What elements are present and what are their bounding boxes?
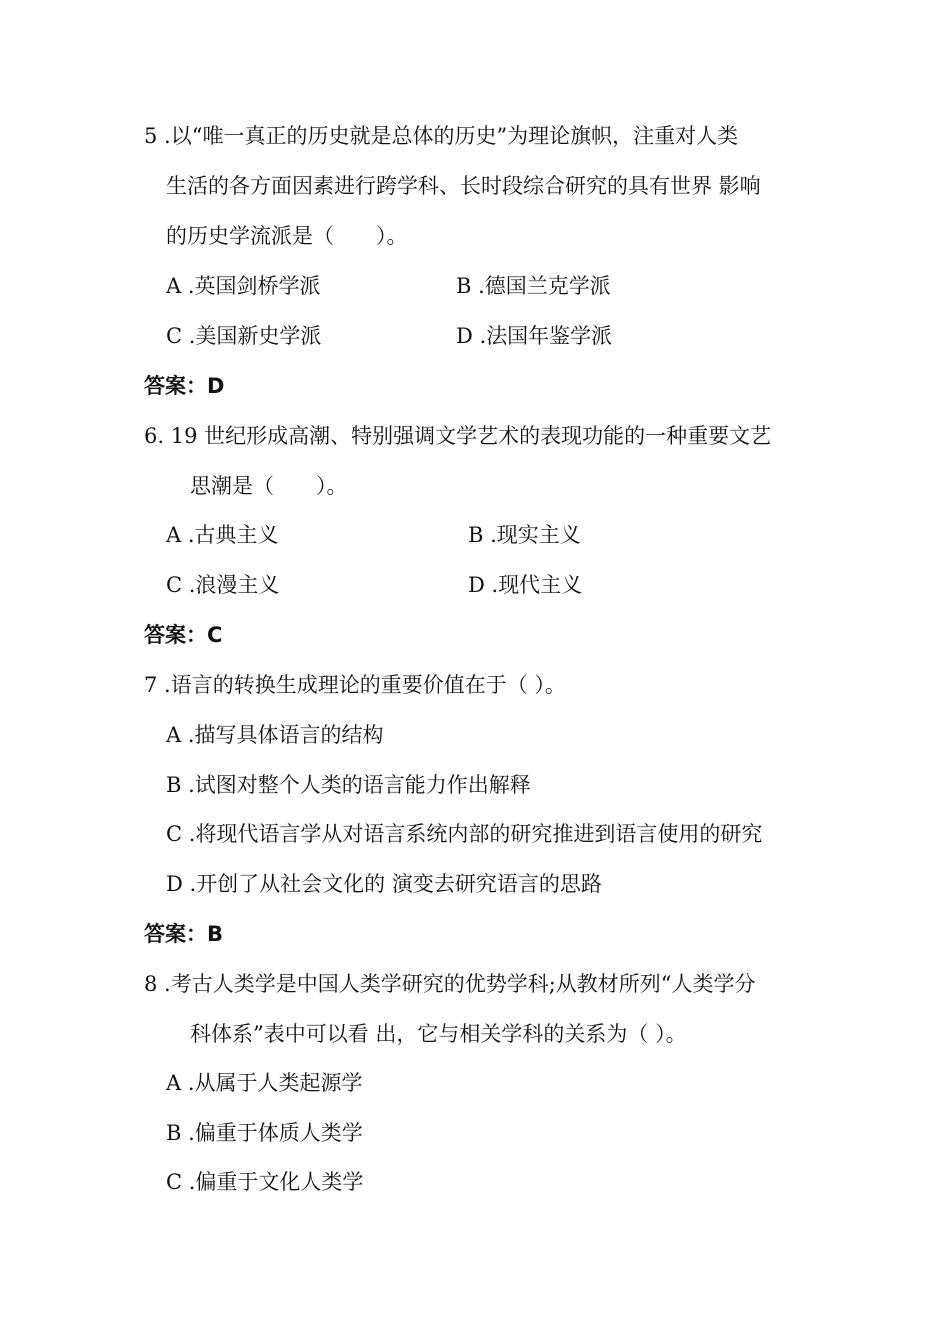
question-7-stem-line-1: 7 .语言的转换生成理论的重要价值在于（ ）。	[144, 673, 566, 697]
question-5-stem-line-1: 5 .以“唯一真正的历史就是总体的历史”为理论旗帜，注重对人类	[144, 124, 739, 148]
question-6-stem-line-2: 思潮是（ ）。	[190, 474, 348, 498]
question-8-option-a: A .从属于人类起源学	[166, 1071, 363, 1095]
question-6-answer: 答案：C	[144, 623, 223, 647]
question-5-option-d: D .法国年鉴学派	[456, 324, 613, 348]
question-8-stem-line-2: 科体系”表中可以看 出，它与相关学科的关系为（ ）。	[190, 1022, 687, 1046]
question-5-option-a: A .英国剑桥学派	[166, 274, 321, 298]
question-6-stem-line-1: 6. 19 世纪形成高潮、特别强调文学艺术的表现功能的一种重要文艺	[144, 424, 772, 448]
question-7-answer: 答案：B	[144, 922, 224, 946]
question-8-stem-line-1: 8 .考古人类学是中国人类学研究的优势学科;从教材所列“人类学分	[144, 972, 756, 996]
question-5-option-b: B .德国兰克学派	[456, 274, 611, 298]
question-7-option-d: D .开创了从社会文化的 演变去研究语言的思路	[166, 872, 602, 896]
question-8-option-b: B .偏重于体质人类学	[166, 1121, 363, 1145]
question-6-option-b: B .现实主义	[468, 523, 581, 547]
question-8-option-c: C .偏重于文化人类学	[166, 1170, 364, 1194]
question-5-answer: 答案：D	[144, 374, 225, 398]
question-5-stem-line-3: 的历史学流派是（ ）。	[166, 224, 408, 248]
question-7-option-b: B .试图对整个人类的语言能力作出解释	[166, 773, 531, 797]
question-6-option-c: C .浪漫主义	[166, 573, 280, 597]
question-7-option-a: A .描写具体语言的结构	[166, 723, 384, 747]
question-7-option-c: C .将现代语言学从对语言系统内部的研究推进到语言使用的研究	[166, 822, 763, 846]
question-6-option-a: A .古典主义	[166, 523, 279, 547]
question-5-option-c: C .美国新史学派	[166, 324, 322, 348]
question-6-option-d: D .现代主义	[468, 573, 583, 597]
question-5-stem-line-2: 生活的各方面因素进行跨学科、长时段综合研究的具有世界 影响	[166, 174, 761, 198]
